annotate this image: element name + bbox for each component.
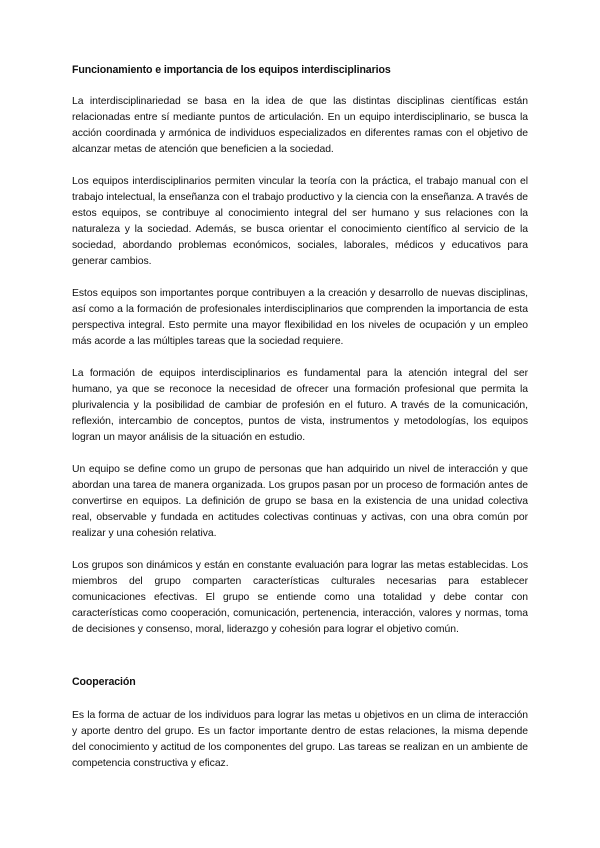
paragraph-grupos-dinamicos: Los grupos son dinámicos y están en constante evaluación para lograr las metas establecidas. Los miembros del grupo comparten características culturales necesarias para establecer comunicaciones efectivas. El grupo se entiende como una totalidad y debe contar con características como cooperación, comunicación, pertenencia, interacción, valores y normas, toma de decisiones y consenso, moral, liderazgo y cohesión para lograr el objetivo común. (72, 560, 528, 635)
paragraph-definicion-equipo: Un equipo se define como un grupo de personas que han adquirido un nivel de interacción y que abordan una tarea de manera organizada. Los grupos pasan por un proceso de formación antes de convertirse en equipos. La definición de grupo se basa en la existencia de una unidad colectiva real, observable y fundada en actitudes colectivas continuas y activas, con una obra común por realizar y una cohesión relativa. (72, 464, 528, 539)
paragraph-cooperacion: Es la forma de actuar de los individuos para lograr las metas u objetivos en un clima de interacción y aporte dentro del grupo. Es un factor importante dentro de estas relaciones, la misma depende del conocimiento y actitud de los componentes del grupo. Las tareas se realizan en un ambiente de competencia constructiva y eficaz. (72, 710, 528, 769)
document-page (72, 62, 528, 788)
section-heading-cooperacion: Cooperación (72, 676, 136, 688)
paragraph-formacion: La formación de equipos interdisciplinarios es fundamental para la atención integral del ser humano, ya que se reconoce la necesidad de ofrecer una formación profesional que permita la plurivalencia y la posibilidad de cambiar de profesión en el futuro. A través de la comunicación, reflexión, intercambio de conceptos, puntos de vista, instrumentos y metodologías, los equipos logran un mayor análisis de la situación en estudio. (72, 368, 528, 443)
paragraph-importancia: Estos equipos son importantes porque contribuyen a la creación y desarrollo de nuevas disciplinas, así como a la formación de profesionales interdisciplinarios que comprenden la importancia de esta perspectiva integral. Esto permite una mayor flexibilidad en los niveles de ocupación y un empleo más acorde a las múltiples tareas que la sociedad requiere. (72, 288, 528, 347)
paragraph-vincular-teoria: Los equipos interdisciplinarios permiten vincular la teoría con la práctica, el trabajo manual con el trabajo intelectual, la enseñanza con el trabajo productivo y la ciencia con la enseñanza. A través de estos equipos, se contribuye al conocimiento integral del ser humano y sus relaciones con la naturaleza y la sociedad. Además, se busca orientar el conocimiento científico al servicio de la sociedad, abordando problemas económicos, sociales, laborales, médicos y educativos para generar cambios. (72, 176, 528, 267)
paragraph-interdisciplinariedad: La interdisciplinariedad se basa en la idea de que las distintas disciplinas científicas están relacionadas entre sí mediante puntos de articulación. En un equipo interdisciplinario, se busca la acción coordinada y armónica de individuos especializados en diferentes ramas con el objetivo de alcanzar metas de atención que beneficien a la sociedad. (72, 96, 528, 155)
document-title: Funcionamiento e importancia de los equipos interdisciplinarios (72, 64, 391, 76)
